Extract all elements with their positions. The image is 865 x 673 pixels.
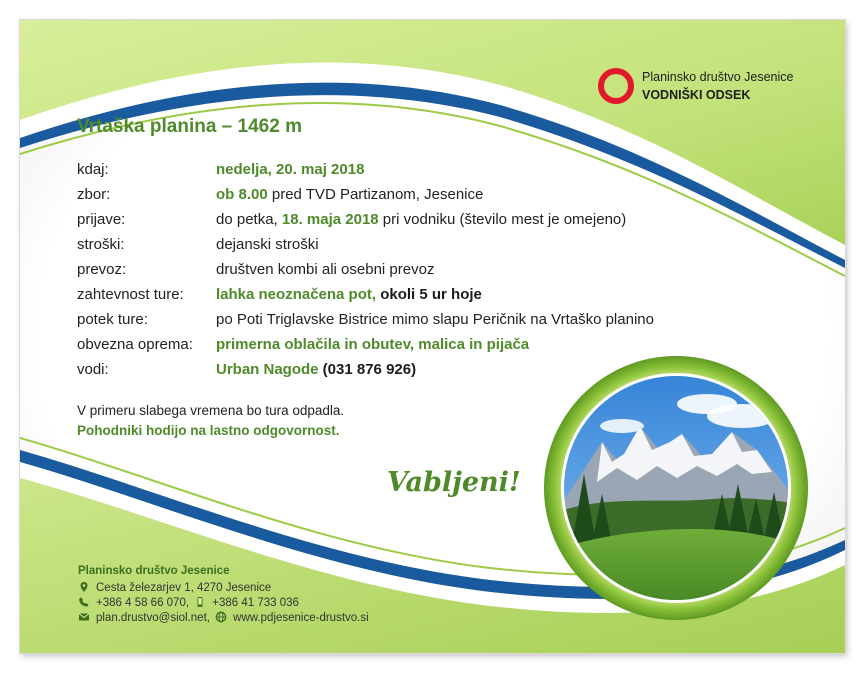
detail-label: vodi:	[77, 361, 109, 378]
mobile-phone-icon	[194, 596, 206, 608]
location-pin-icon	[78, 581, 90, 593]
detail-label: obvezna oprema:	[77, 336, 193, 353]
detail-value-pre: do petka,	[216, 211, 282, 228]
email-icon	[78, 611, 90, 623]
detail-label: stroški:	[77, 236, 125, 253]
detail-value-rest: pred TVD Partizanom, Jesenice	[267, 186, 484, 203]
detail-value	[216, 286, 482, 303]
detail-value: dejanski stroški	[216, 236, 319, 253]
footer-website: www.pdjesenice-drustvo.si	[233, 612, 369, 624]
detail-value-dark: (031 876 926)	[318, 361, 417, 378]
detail-label: zahtevnost ture:	[77, 286, 184, 303]
footer-mobile: +386 41 733 036	[212, 597, 299, 609]
detail-value: primerna oblačila in obutev, malica in pijača	[216, 336, 530, 353]
weather-note: V primeru slabega vremena bo tura odpadla.	[77, 403, 345, 418]
detail-row-costs	[77, 236, 797, 261]
detail-value-dark: okoli 5 ur hoje	[376, 286, 482, 303]
mountain-landscape-image	[542, 354, 810, 622]
phone-icon	[78, 596, 90, 608]
footer-phones	[78, 596, 299, 609]
detail-label: kdaj:	[77, 161, 109, 178]
detail-label: prevoz:	[77, 261, 127, 278]
org-name: Planinsko društvo Jesenice	[642, 70, 794, 84]
event-title: Vrtaška planina – 1462 m	[77, 116, 302, 137]
detail-value	[216, 361, 416, 378]
detail-row-meeting	[77, 186, 797, 211]
detail-value-green: lahka neoznačena pot,	[216, 286, 377, 303]
invitation-card	[20, 20, 845, 653]
detail-value	[216, 186, 483, 203]
detail-row-when	[77, 161, 797, 186]
detail-value-bold: ob 8.00	[216, 186, 268, 203]
detail-value-post: pri vodniku (število mest je omejeno)	[378, 211, 627, 228]
club-logo-icon	[598, 68, 634, 104]
footer-phone: +386 4 58 66 070,	[96, 597, 190, 609]
detail-value-green: Urban Nagode	[216, 361, 319, 378]
detail-value: društven kombi ali osebni prevoz	[216, 261, 435, 278]
welcome-text: Vabljeni!	[387, 467, 521, 498]
org-department: VODNIŠKI ODSEK	[642, 88, 751, 102]
detail-value	[216, 211, 626, 228]
footer-contacts	[78, 611, 369, 624]
detail-label: prijave:	[77, 211, 126, 228]
responsibility-note: Pohodniki hodijo na lastno odgovornost.	[77, 423, 340, 438]
detail-value: po Poti Triglavske Bistrice mimo slapu Peričnik na Vrtaško planino	[216, 311, 654, 328]
detail-row-registration	[77, 211, 797, 236]
detail-row-transport	[77, 261, 797, 286]
footer-address	[78, 581, 271, 594]
detail-label: zbor:	[77, 186, 111, 203]
detail-row-route	[77, 311, 797, 336]
footer-org-name: Planinsko društvo Jesenice	[78, 565, 230, 577]
detail-label: potek ture:	[77, 311, 148, 328]
globe-icon	[215, 611, 227, 623]
footer-email: plan.drustvo@siol.net,	[96, 612, 210, 624]
footer-address-text: Cesta železarjev 1, 4270 Jesenice	[96, 582, 272, 594]
detail-value: nedelja, 20. maj 2018	[216, 161, 365, 178]
detail-row-difficulty	[77, 286, 797, 311]
detail-value-bold: 18. maja 2018	[281, 211, 379, 228]
